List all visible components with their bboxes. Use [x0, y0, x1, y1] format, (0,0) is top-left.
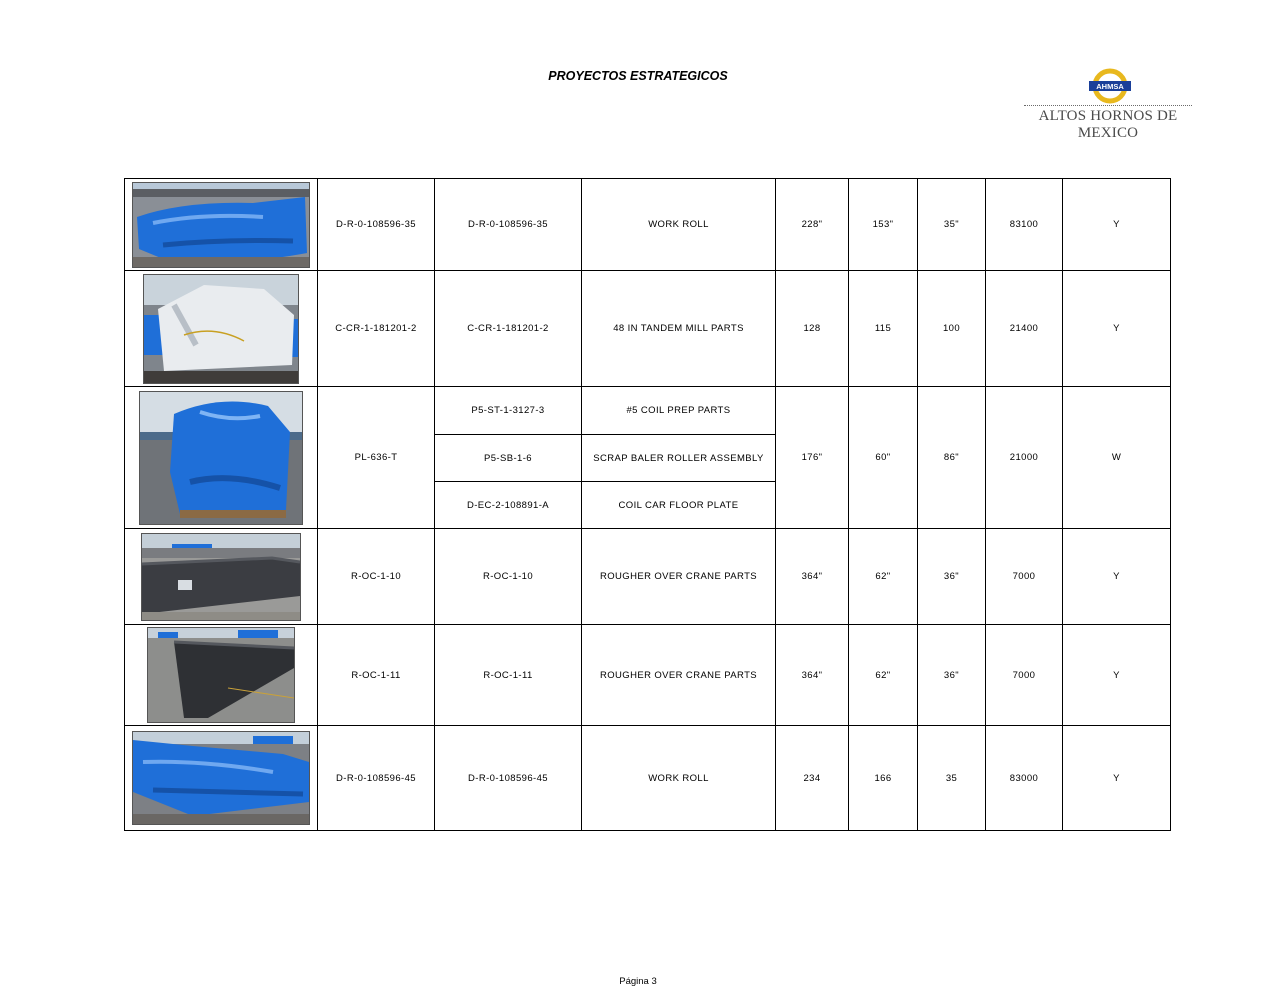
length-cell: 128: [776, 271, 849, 387]
description-cell: ROUGHER OVER CRANE PARTS: [582, 529, 776, 625]
weight-cell: 21000: [986, 387, 1063, 529]
part-number-cell: D-EC-2-108891-A: [435, 482, 582, 529]
weight-cell: 83000: [986, 726, 1063, 831]
part-number-cell: R-OC-1-11: [435, 625, 582, 726]
photo-cell: [125, 387, 318, 529]
part-number-cell: P5-ST-1-3127-3: [435, 387, 582, 435]
width-cell: 166: [849, 726, 918, 831]
width-cell: 153": [849, 179, 918, 271]
photo-cell: [125, 625, 318, 726]
height-cell: 36": [918, 529, 986, 625]
weight-cell: 83100: [986, 179, 1063, 271]
item-id-cell: R-OC-1-11: [318, 625, 435, 726]
description-cell: #5 COIL PREP PARTS: [582, 387, 776, 435]
height-cell: 100: [918, 271, 986, 387]
part-number-cell: R-OC-1-10: [435, 529, 582, 625]
table-row: [125, 271, 1171, 387]
logo-badge-text: AHMSA: [1096, 82, 1124, 91]
description-cell: 48 IN TANDEM MILL PARTS: [582, 271, 776, 387]
description-cell: SCRAP BALER ROLLER ASSEMBLY: [582, 435, 776, 482]
part-number-cell: D-R-0-108596-35: [435, 179, 582, 271]
width-cell: 115: [849, 271, 918, 387]
part-number-cell: D-R-0-108596-45: [435, 726, 582, 831]
length-cell: 364": [776, 529, 849, 625]
part-number-cell: C-CR-1-181201-2: [435, 271, 582, 387]
pallet-blue-wrap-photo: [139, 391, 303, 525]
photo-cell: [125, 726, 318, 831]
width-cell: 60": [849, 387, 918, 529]
flag-cell: Y: [1063, 726, 1171, 831]
work-roll-blue-wrap-photo: [132, 182, 310, 268]
weight-cell: 21400: [986, 271, 1063, 387]
logo-company-name: ALTOS HORNOS DE MEXICO: [1038, 108, 1178, 141]
table-row: [125, 726, 1171, 831]
items-table: [124, 178, 1171, 831]
height-cell: 35": [918, 179, 986, 271]
table-row: [125, 625, 1171, 726]
length-cell: 364": [776, 625, 849, 726]
description-cell: WORK ROLL: [582, 179, 776, 271]
work-roll-blue-wrap-photo: [132, 731, 310, 825]
height-cell: 86": [918, 387, 986, 529]
company-logo: [1022, 66, 1194, 141]
page-title: PROYECTOS ESTRATEGICOS: [548, 69, 728, 83]
flag-cell: Y: [1063, 529, 1171, 625]
crane-beam-photo: [147, 627, 295, 723]
description-cell: WORK ROLL: [582, 726, 776, 831]
logo-divider: [1024, 105, 1192, 106]
page-number: Página 3: [619, 976, 657, 987]
length-cell: 228": [776, 179, 849, 271]
height-cell: 36": [918, 625, 986, 726]
weight-cell: 7000: [986, 529, 1063, 625]
table-row: [125, 387, 1171, 435]
ahmsa-emblem-icon: [1088, 68, 1132, 104]
flag-cell: Y: [1063, 179, 1171, 271]
photo-cell: [125, 529, 318, 625]
length-cell: 176": [776, 387, 849, 529]
item-id-cell: D-R-0-108596-45: [318, 726, 435, 831]
table-row: [125, 179, 1171, 271]
photo-cell: [125, 271, 318, 387]
tandem-mill-parts-white-wrap-photo: [143, 274, 299, 384]
item-id-cell: D-R-0-108596-35: [318, 179, 435, 271]
flag-cell: W: [1063, 387, 1171, 529]
flag-cell: Y: [1063, 625, 1171, 726]
item-id-cell: R-OC-1-10: [318, 529, 435, 625]
item-id-cell: C-CR-1-181201-2: [318, 271, 435, 387]
crane-beam-photo: [141, 533, 301, 621]
width-cell: 62": [849, 529, 918, 625]
description-cell: ROUGHER OVER CRANE PARTS: [582, 625, 776, 726]
flag-cell: Y: [1063, 271, 1171, 387]
weight-cell: 7000: [986, 625, 1063, 726]
height-cell: 35: [918, 726, 986, 831]
description-cell: COIL CAR FLOOR PLATE: [582, 482, 776, 529]
length-cell: 234: [776, 726, 849, 831]
part-number-cell: P5-SB-1-6: [435, 435, 582, 482]
item-id-cell: PL-636-T: [318, 387, 435, 529]
table-row: [125, 529, 1171, 625]
photo-cell: [125, 179, 318, 271]
width-cell: 62": [849, 625, 918, 726]
